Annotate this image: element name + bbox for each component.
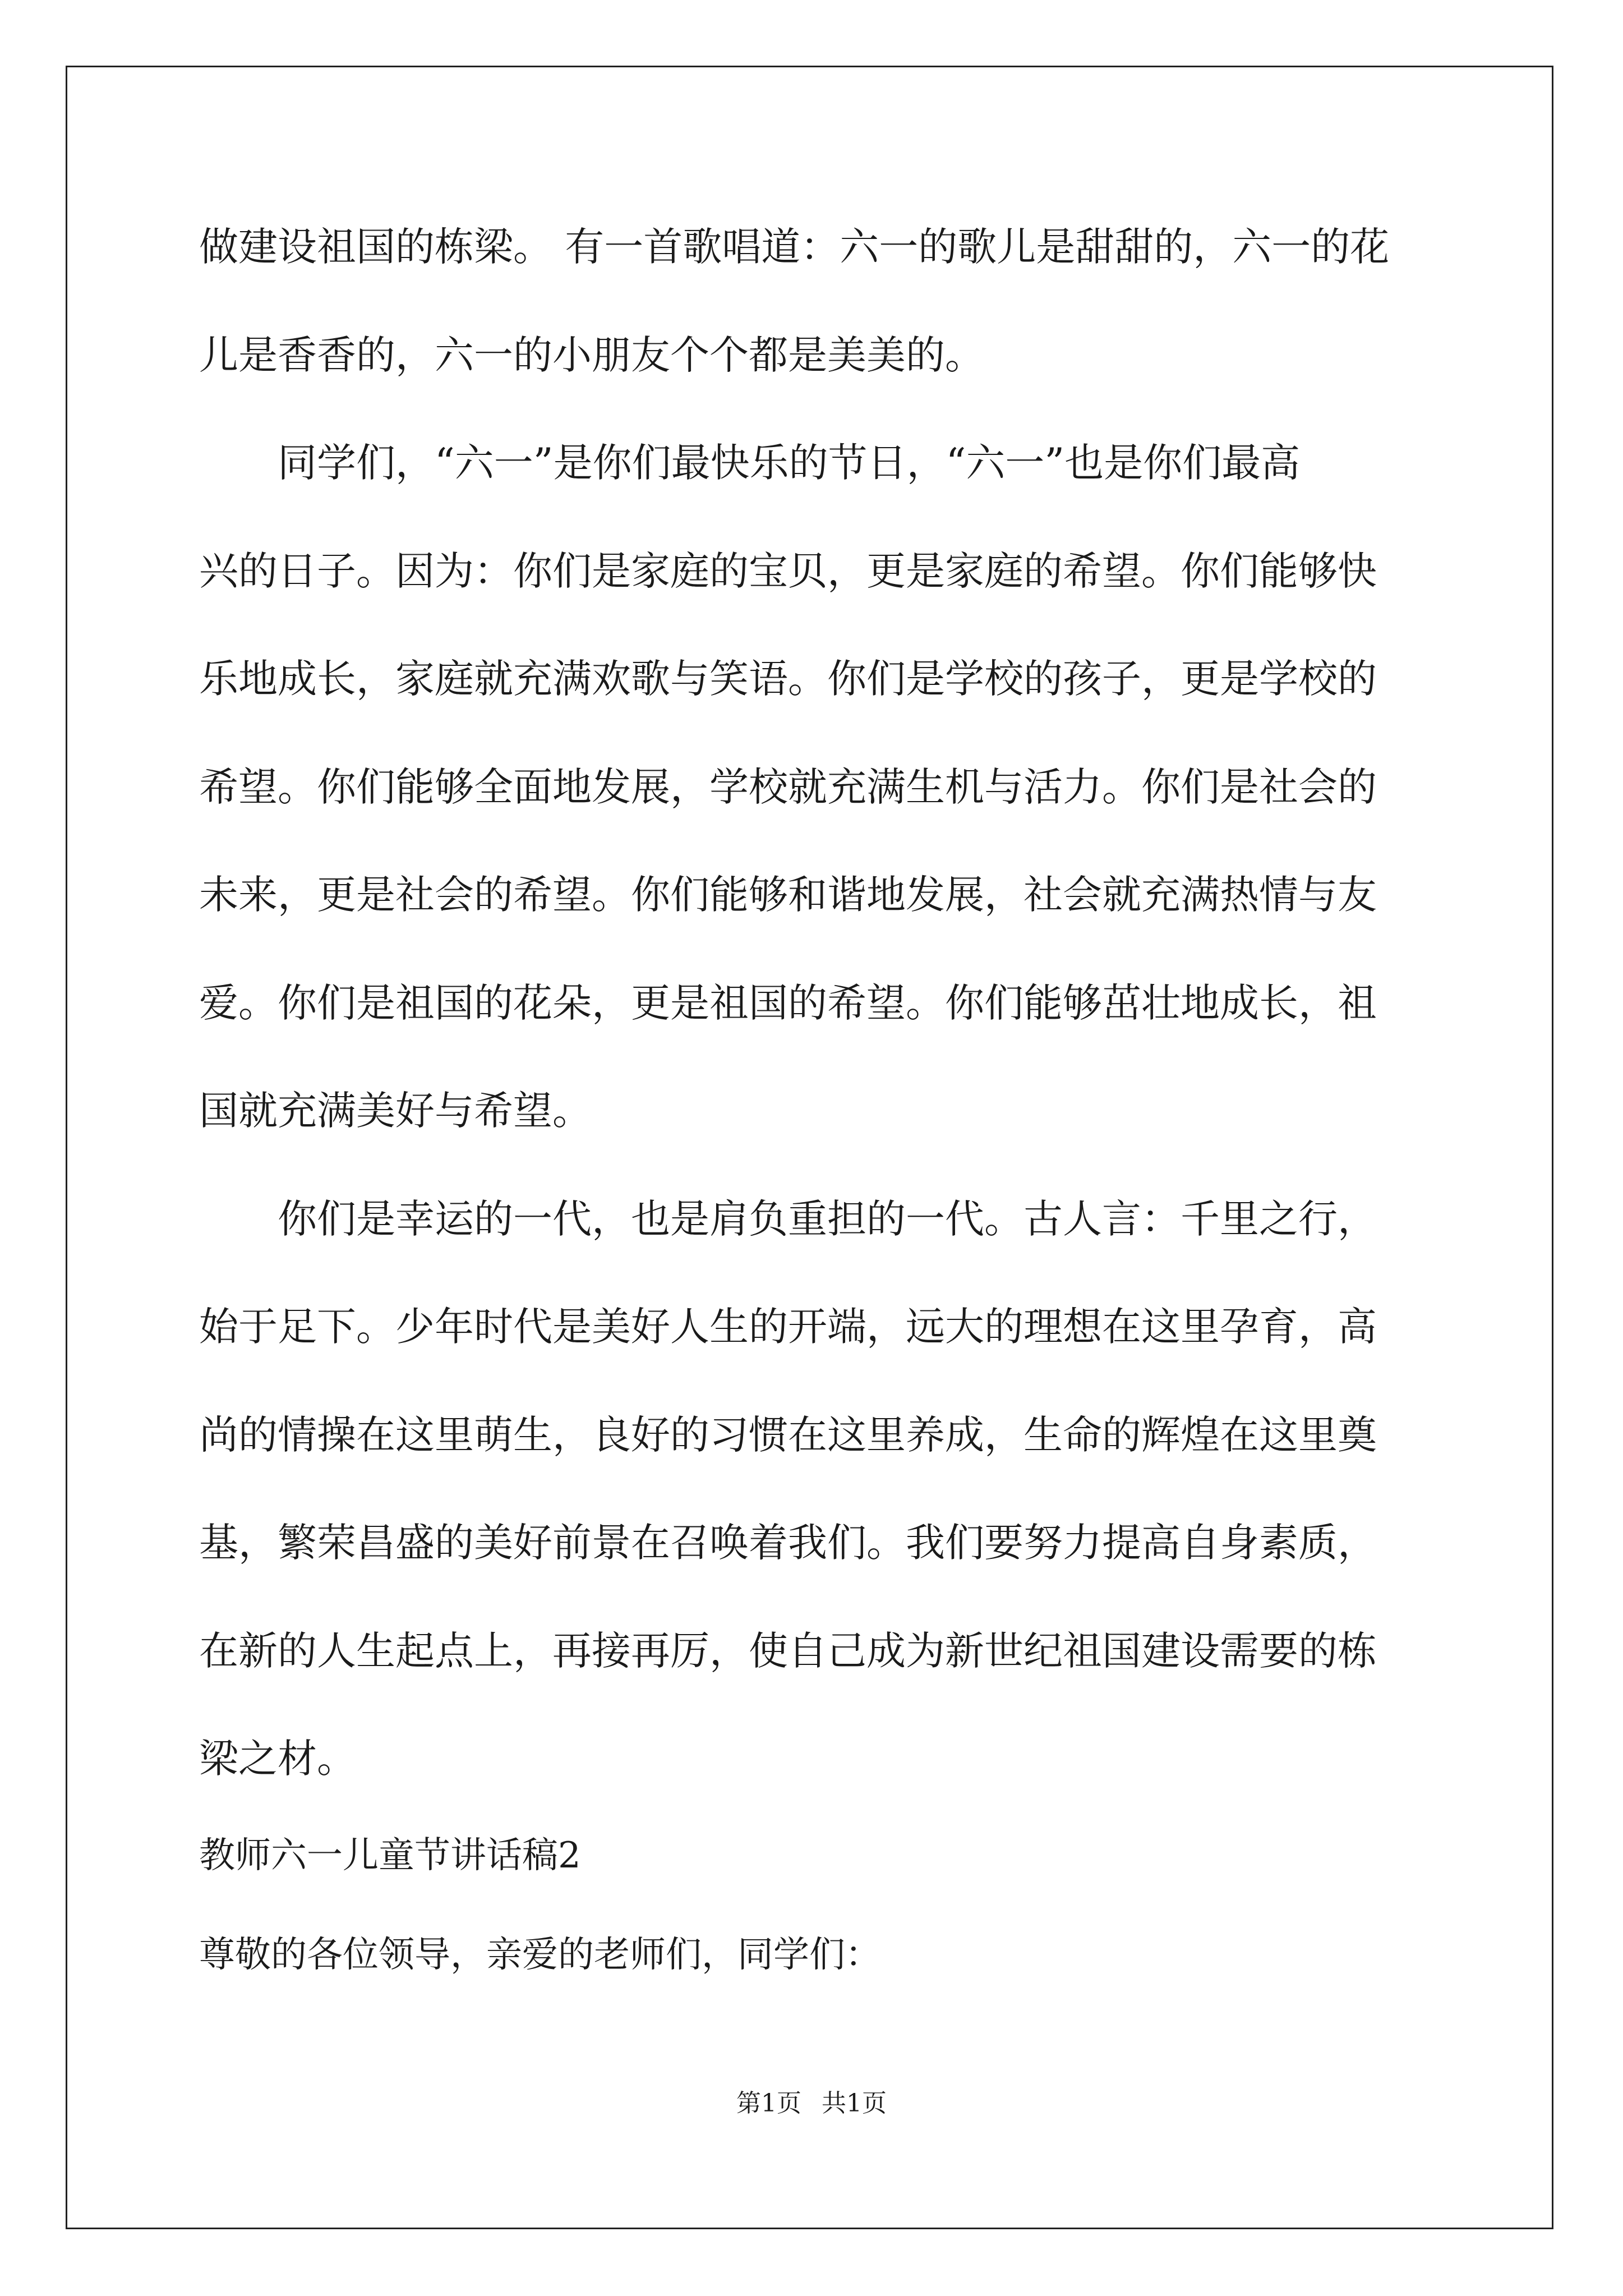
body-line: 做建设祖国的栋梁。 有一首歌唱道：六一的歌儿是甜甜的，六一的花 [199,224,1390,270]
body-line: 国就充满美好与希望。 [199,1088,592,1134]
body-line: 你们是幸运的一代，也是肩负重担的一代。古人言：千里之行， [199,1196,1377,1242]
body-line: 乐地成长，家庭就充满欢歌与笑语。你们是学校的孩子，更是学校的 [199,656,1377,702]
page-border [66,66,1553,2229]
page-total: 共1页 [822,2089,887,2118]
body-line: 始于足下。少年时代是美好人生的开端，远大的理想在这里孕育，高 [199,1304,1377,1350]
section-heading: 教师六一儿童节讲话稿2 [199,1835,581,1876]
body-line: 兴的日子。因为：你们是家庭的宝贝，更是家庭的希望。你们能够快 [199,548,1377,594]
body-line: 希望。你们能够全面地发展，学校就充满生机与活力。你们是社会的 [199,764,1377,810]
body-line: 梁之材。 [199,1736,356,1782]
body-line: 尚的情操在这里萌生，良好的习惯在这里养成，生命的辉煌在这里奠 [199,1412,1377,1458]
body-line: 爱。你们是祖国的花朵，更是祖国的希望。你们能够茁壮地成长，祖 [199,980,1377,1026]
body-line: 同学们，“六一”是你们最快乐的节日，“六一”也是你们最高 [199,440,1301,486]
body-line: 基，繁荣昌盛的美好前景在召唤着我们。我们要努力提高自身素质， [199,1520,1377,1566]
page-footer [0,2087,1623,2120]
body-line: 儿是香香的，六一的小朋友个个都是美美的。 [199,332,984,378]
salutation-line: 尊敬的各位领导，亲爱的老师们，同学们： [199,1934,881,1976]
body-line: 未来，更是社会的希望。你们能够和谐地发展，社会就充满热情与友 [199,872,1377,918]
body-line: 在新的人生起点上，再接再厉，使自己成为新世纪祖国建设需要的栋 [199,1628,1377,1674]
page-number: 第1页 [736,2089,801,2118]
